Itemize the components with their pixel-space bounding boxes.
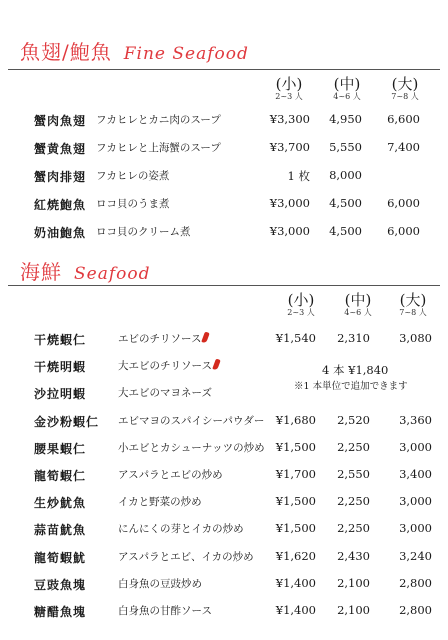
price-medium: 2,430 bbox=[337, 548, 370, 563]
dish-description bbox=[118, 358, 219, 373]
dish-name: 沙拉明蝦 bbox=[34, 387, 87, 402]
menu-item bbox=[0, 331, 448, 353]
price-medium: 2,250 bbox=[337, 521, 370, 536]
chili-pepper-icon bbox=[202, 331, 210, 343]
price-small: ¥3,000 bbox=[269, 196, 310, 210]
section-title-zh: 魚翅/鮑魚 bbox=[20, 40, 112, 64]
dish-name: 龍筍蝦魷 bbox=[34, 550, 87, 565]
dish-description bbox=[118, 494, 202, 509]
size-label: (大) bbox=[399, 291, 427, 309]
menu-item bbox=[0, 549, 448, 571]
dish-description-text: ロコ貝のうま煮 bbox=[96, 198, 170, 210]
dish-description-text: にんにくの芽とイカの炒め bbox=[118, 523, 244, 536]
price-medium: 4,500 bbox=[329, 196, 362, 210]
dish-description-text: イカと野菜の炒め bbox=[118, 496, 202, 509]
price-medium: 5,550 bbox=[329, 140, 362, 154]
dish-name: 生炒魷魚 bbox=[34, 496, 87, 511]
price-large: 2,800 bbox=[399, 603, 432, 617]
menu-item bbox=[0, 224, 448, 246]
dish-name: 蒜苗魷魚 bbox=[34, 523, 87, 538]
menu-item bbox=[0, 467, 448, 489]
chili-pepper-icon bbox=[212, 359, 220, 371]
dish-description bbox=[96, 112, 221, 127]
price-medium: 2,550 bbox=[337, 467, 370, 481]
dish-name: 豆豉魚塊 bbox=[34, 577, 87, 592]
price-large: 3,360 bbox=[399, 412, 432, 427]
dish-name: 干焼明蝦 bbox=[34, 360, 87, 375]
dish-description bbox=[118, 603, 212, 618]
dish-description bbox=[118, 549, 254, 564]
price-large: 3,000 bbox=[399, 494, 432, 509]
size-label: (中) bbox=[344, 291, 372, 309]
prawn-addon-note: ※1 本単位で追加できます bbox=[294, 381, 408, 392]
dish-description-text: エビのチリソース bbox=[118, 333, 202, 345]
section-title-en: Seafood bbox=[74, 264, 151, 284]
dish-description bbox=[118, 576, 202, 591]
section-divider bbox=[8, 285, 440, 286]
people-label: 4~6 人 bbox=[333, 92, 361, 101]
menu-item bbox=[0, 112, 448, 134]
dish-description-text: 小エビとカシューナッツの炒め bbox=[118, 441, 265, 454]
prawn-price-note: 4 本 ¥1,840 bbox=[322, 363, 389, 377]
price-small: ¥1,500 bbox=[275, 439, 316, 454]
price-large: 6,600 bbox=[387, 112, 420, 126]
dish-description-text: 大エビのチリソース bbox=[118, 360, 212, 373]
price-medium: 8,000 bbox=[329, 168, 362, 182]
price-large: 3,080 bbox=[399, 331, 432, 345]
price-small: ¥1,500 bbox=[275, 494, 316, 509]
dish-description-text: 白身魚の豆豉炒め bbox=[118, 577, 202, 590]
price-small: ¥1,680 bbox=[275, 412, 316, 427]
size-header-large bbox=[370, 76, 440, 102]
dish-description bbox=[118, 385, 212, 400]
dish-description bbox=[96, 168, 169, 183]
menu-item bbox=[0, 494, 448, 516]
price-medium: 2,520 bbox=[337, 412, 370, 427]
dish-description bbox=[118, 413, 264, 428]
price-small: ¥1,400 bbox=[275, 575, 316, 590]
price-medium: 2,100 bbox=[337, 603, 370, 617]
price-medium: 2,310 bbox=[337, 331, 370, 345]
size-label: (小) bbox=[275, 75, 303, 93]
dish-description-text: エビマヨのスパイシーパウダー bbox=[118, 414, 265, 427]
menu-item bbox=[0, 413, 448, 435]
price-medium: 4,950 bbox=[329, 112, 362, 126]
dish-name: 蟹肉魚翅 bbox=[34, 114, 87, 128]
menu-item bbox=[0, 603, 448, 625]
people-label: 4~6 人 bbox=[344, 308, 372, 317]
dish-description-text: フカヒレとカニ肉のスープ bbox=[96, 114, 221, 126]
price-medium: 4,500 bbox=[329, 224, 362, 238]
price-small: ¥3,300 bbox=[269, 112, 310, 126]
dish-description bbox=[118, 521, 244, 536]
dish-description-text: フカヒレと上海蟹のスープ bbox=[96, 142, 221, 154]
price-small: ¥3,000 bbox=[269, 224, 310, 238]
price-large: 3,000 bbox=[399, 439, 432, 454]
price-small: ¥1,540 bbox=[275, 331, 316, 345]
price-small: ¥1,400 bbox=[275, 603, 316, 617]
menu-item bbox=[0, 140, 448, 162]
people-label: 7~8 人 bbox=[391, 92, 419, 101]
people-label: 2~3 人 bbox=[275, 92, 303, 101]
dish-description bbox=[96, 224, 191, 239]
price-large: 3,400 bbox=[399, 467, 432, 481]
dish-description bbox=[118, 331, 208, 346]
dish-name: 腰果蝦仁 bbox=[34, 441, 87, 456]
size-label: (小) bbox=[287, 291, 315, 309]
dish-description bbox=[96, 196, 170, 211]
price-large: 6,000 bbox=[387, 196, 420, 210]
section-title-seafood bbox=[20, 256, 151, 285]
size-header-large bbox=[378, 292, 448, 318]
price-small: ¥1,620 bbox=[275, 548, 316, 563]
dish-description-text: フカヒレの姿煮 bbox=[96, 170, 170, 182]
section-divider bbox=[8, 69, 440, 70]
price-medium: 2,100 bbox=[337, 575, 370, 590]
dish-name: 干焼蝦仁 bbox=[34, 333, 87, 347]
price-medium: 2,250 bbox=[337, 439, 370, 454]
price-large: 2,800 bbox=[399, 575, 432, 590]
price-small: 1 枚 bbox=[287, 169, 310, 183]
price-small: ¥1,500 bbox=[275, 521, 316, 536]
dish-name: 金沙粉蝦仁 bbox=[34, 414, 100, 429]
price-large: 6,000 bbox=[387, 224, 420, 238]
dish-description bbox=[118, 467, 223, 482]
price-large: 3,240 bbox=[399, 548, 432, 563]
dish-description-text: 大エビのマヨネーズ bbox=[118, 387, 212, 400]
section-title-fine-seafood bbox=[20, 36, 249, 65]
dish-name: 糖醋魚塊 bbox=[34, 605, 87, 619]
dish-name: 蟹黄魚翅 bbox=[34, 142, 87, 156]
dish-description-text: 白身魚の甘酢ソース bbox=[118, 605, 212, 617]
menu-item bbox=[0, 440, 448, 462]
menu-item bbox=[0, 196, 448, 218]
size-label: (大) bbox=[391, 75, 419, 93]
size-label: (中) bbox=[333, 75, 361, 93]
dish-description-text: ロコ貝のクリーム煮 bbox=[96, 226, 191, 238]
dish-description-text: アスパラとエビ、イカの炒め bbox=[118, 550, 254, 563]
menu-item bbox=[0, 168, 448, 190]
people-label: 2~3 人 bbox=[287, 308, 315, 317]
dish-name: 蟹肉排翅 bbox=[34, 170, 87, 184]
section-title-en: Fine Seafood bbox=[123, 44, 249, 64]
people-label: 7~8 人 bbox=[399, 308, 427, 317]
menu-item bbox=[0, 521, 448, 543]
dish-name: 龍筍蝦仁 bbox=[34, 469, 87, 483]
price-large: 7,400 bbox=[387, 140, 420, 154]
dish-name: 紅焼鮑魚 bbox=[34, 198, 87, 212]
price-small: ¥3,700 bbox=[269, 140, 310, 154]
dish-description bbox=[96, 140, 221, 155]
price-small: ¥1,700 bbox=[275, 467, 316, 481]
price-medium: 2,250 bbox=[337, 494, 370, 509]
dish-description bbox=[118, 440, 265, 455]
price-large: 3,000 bbox=[399, 521, 432, 536]
dish-name: 奶油鮑魚 bbox=[34, 226, 87, 240]
dish-description-text: アスパラとエビの炒め bbox=[118, 469, 223, 481]
menu-item bbox=[0, 576, 448, 598]
section-title-zh: 海鮮 bbox=[20, 260, 62, 284]
